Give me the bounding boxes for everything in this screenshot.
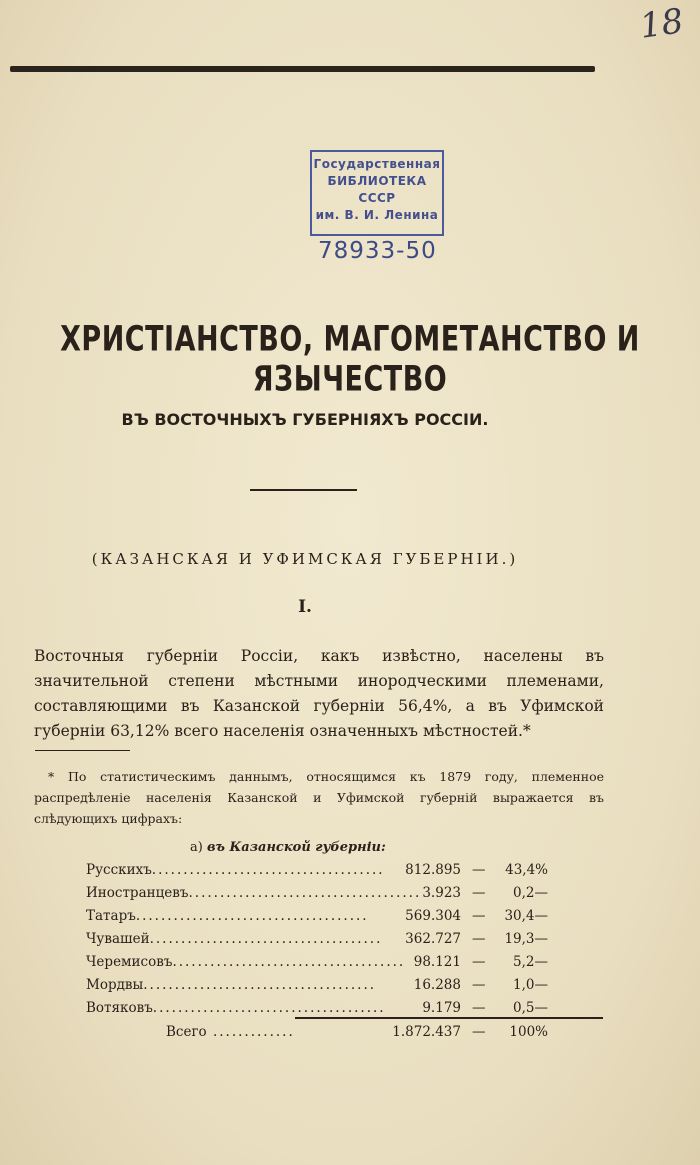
- row-percent: 0,5—: [513, 1000, 548, 1016]
- table-caption-prefix: а): [190, 840, 203, 855]
- row-count: 3.923: [422, 885, 461, 901]
- row-name: Вотяковъ: [86, 1000, 153, 1016]
- table-row: Иностранцевъ..................................... 3.923 — 0,2—: [86, 885, 548, 901]
- row-name: Русскихъ: [86, 862, 152, 878]
- table-total-row: Всего ............. 1.872.437 — 100%: [166, 1024, 548, 1040]
- header-rule: [10, 66, 595, 72]
- footnote-text: * По статистическимъ даннымъ, относящимся къ 1879 году, племенное распредѣленіе населенія Казанской и Уфимской губерній выражается въ слѣдующихъ цифрахъ:: [34, 769, 604, 826]
- row-name: Татаръ: [86, 908, 136, 924]
- row-percent: 0,2—: [513, 885, 548, 901]
- row-dash: —: [472, 862, 486, 878]
- row-percent: 30,4—: [504, 908, 548, 924]
- section-subtitle: (КАЗАНСКАЯ И УФИМСКАЯ ГУБЕРНІИ.): [91, 550, 519, 568]
- row-dash: —: [472, 977, 486, 993]
- row-count: 812.895: [405, 862, 461, 878]
- row-dash: —: [472, 931, 486, 947]
- section-number: I.: [298, 597, 312, 617]
- stamp-line-2: БИБЛИОТЕКА: [327, 174, 427, 188]
- row-name: Иностранцевъ: [86, 885, 189, 901]
- row-count: 98.121: [413, 954, 461, 970]
- handwritten-page-number: 18: [637, 1, 686, 47]
- total-rule: [295, 1017, 603, 1019]
- row-percent: 1,0—: [513, 977, 548, 993]
- table-caption: [190, 840, 386, 855]
- stamp-line-3: СССР: [358, 191, 396, 205]
- row-name: Черемисовъ: [86, 954, 173, 970]
- row-dash: —: [472, 908, 486, 924]
- row-percent: 5,2—: [513, 954, 548, 970]
- row-count: 16.288: [413, 977, 461, 993]
- stamp-line-1: Государственная: [313, 157, 441, 171]
- total-label: Всего: [166, 1024, 207, 1040]
- row-percent: 43,4%: [505, 862, 548, 878]
- row-dash: —: [472, 954, 486, 970]
- row-count: 362.727: [405, 931, 461, 947]
- table-row: Мордвы..................................... 16.288 — 1,0—: [86, 977, 548, 993]
- total-count: 1.872.437: [392, 1024, 461, 1040]
- row-dash: —: [472, 885, 486, 901]
- row-name: Чувашей: [86, 931, 150, 947]
- row-count: 9.179: [422, 1000, 461, 1016]
- title-divider: [250, 489, 357, 491]
- row-count: 569.304: [405, 908, 461, 924]
- library-stamp: [310, 150, 444, 236]
- stamp-line-4: им. В. И. Ленина: [315, 208, 439, 222]
- row-dash: —: [472, 1000, 486, 1016]
- table-row: Вотяковъ..................................... 9.179 — 0,5—: [86, 1000, 548, 1016]
- footnote-rule: [35, 750, 130, 751]
- row-percent: 19,3—: [504, 931, 548, 947]
- row-name: Мордвы: [86, 977, 144, 993]
- table-caption-text: въ Казанской губерніи:: [206, 840, 386, 855]
- table-row: Черемисовъ..................................... 98.121 — 5,2—: [86, 954, 548, 970]
- inventory-number: 78933-50: [318, 238, 437, 264]
- table-row: Татаръ..................................... 569.304 — 30,4—: [86, 908, 548, 924]
- total-percent: 100%: [509, 1024, 548, 1040]
- page-title: ХРИСТІАНСТВО, МАГОМЕТАНСТВО И ЯЗЫЧЕСТВО: [60, 320, 640, 400]
- total-dash: —: [472, 1024, 486, 1040]
- table-row: Чувашей..................................... 362.727 — 19,3—: [86, 931, 548, 947]
- page-subtitle: ВЪ ВОСТОЧНЫХЪ ГУБЕРНІЯХЪ РОССІИ.: [121, 410, 489, 429]
- table-row: Русскихъ..................................... 812.895 — 43,4%: [86, 862, 548, 878]
- body-paragraph: Восточныя губерніи Россіи, какъ извѣстно, населены въ значительной степени мѣстными инородческими племенами, составляющими въ Казанской губерніи 56,4%, а въ Уфимской губерніи 63,12% всего населенія означенныхъ мѣстностей.*: [34, 647, 604, 740]
